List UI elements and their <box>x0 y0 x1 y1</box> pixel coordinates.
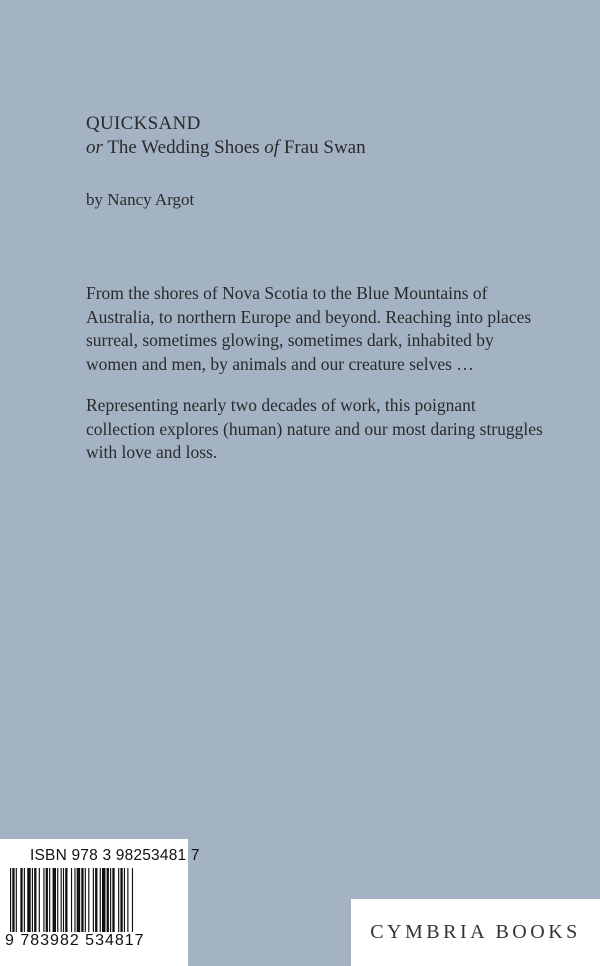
publisher-panel <box>351 899 600 966</box>
title-block <box>86 112 366 160</box>
barcode-bar <box>93 868 94 932</box>
barcode-bar <box>24 868 25 932</box>
subtitle-part1: The Wedding Shoes <box>102 137 265 158</box>
barcode-bar <box>63 868 64 932</box>
barcode-bar <box>107 868 109 932</box>
barcode-bar <box>57 868 58 932</box>
publisher-name: CYMBRIA BOOKS <box>370 921 581 943</box>
barcode-bar <box>102 868 105 932</box>
barcode-bar <box>132 868 133 940</box>
barcode-bar <box>49 868 50 932</box>
blurb-paragraph-1: From the shores of Nova Scotia to the Blue Mountains of Australia, to northern Europe and beyond. Reaching into places surreal, sometimes glowing, sometimes dark, inhabited by women and men, by animals and our creature selves … <box>86 283 532 374</box>
barcode-bar <box>39 868 40 932</box>
barcode-bar <box>100 868 101 932</box>
barcode-bar <box>34 868 36 932</box>
barcode-bar <box>124 868 125 932</box>
barcode-bar <box>77 868 80 932</box>
book-title: QUICKSAND <box>86 113 201 134</box>
barcode-bar <box>43 868 44 932</box>
barcode-bar <box>16 868 17 932</box>
barcode-bar <box>118 868 119 932</box>
subtitle-or: or <box>86 137 103 158</box>
barcode-bar <box>10 868 11 940</box>
book-subtitle <box>86 136 366 160</box>
barcode-bar <box>27 868 30 932</box>
barcode-bar <box>110 868 111 932</box>
author-line: by Nancy Argot <box>86 190 195 209</box>
barcode-bar <box>85 868 86 932</box>
barcode-bar <box>95 868 97 932</box>
barcode-bar <box>65 868 67 932</box>
subtitle-part2: Frau Swan <box>279 137 366 158</box>
barcode-digits: 9 783982 534817 <box>3 932 187 950</box>
barcode-bar <box>12 868 14 940</box>
barcode-bar <box>32 868 33 932</box>
blurb-paragraph-2: Representing nearly two decades of work, this poignant collection explores (human) nature and our most daring struggles with love and loss. <box>86 395 543 462</box>
barcode-bar <box>120 868 122 932</box>
barcode-bar <box>53 868 56 932</box>
barcode-bar <box>20 868 22 932</box>
barcode-bar <box>81 868 83 932</box>
barcode-bar <box>61 868 62 932</box>
barcode-bar <box>127 868 128 932</box>
isbn-label: ISBN 978 3 98253481 7 <box>30 847 200 864</box>
barcode-icon <box>8 868 180 940</box>
barcode-bar <box>88 868 89 932</box>
barcode-bar <box>74 868 75 940</box>
subtitle-of: of <box>264 137 280 158</box>
blurb <box>86 282 546 483</box>
barcode-bar <box>112 868 114 932</box>
barcode-bar <box>71 868 72 940</box>
barcode-bar <box>46 868 48 932</box>
